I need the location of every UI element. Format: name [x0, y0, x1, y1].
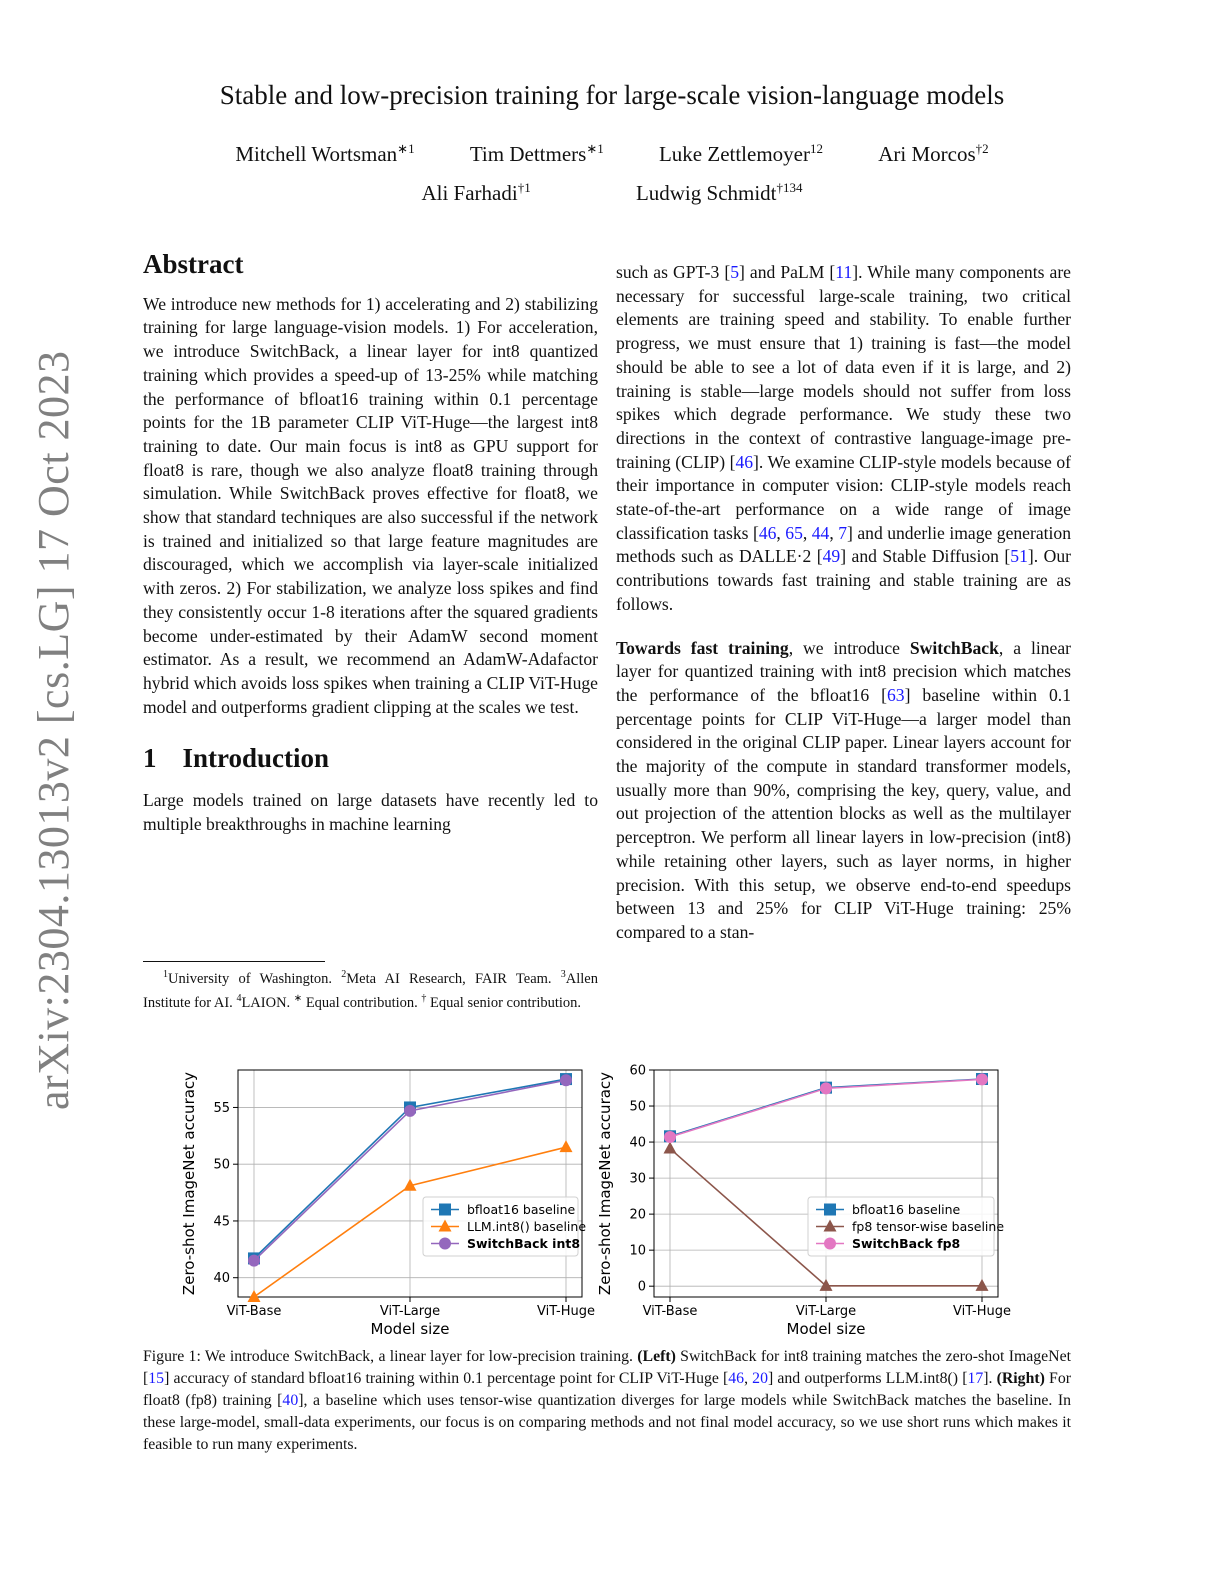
y-tick-label: 50 — [213, 1157, 230, 1173]
citation-link[interactable]: 63 — [886, 684, 905, 705]
author-row-2 — [0, 180, 1224, 206]
citation-link[interactable]: 65 — [785, 522, 803, 543]
chart-left — [180, 1070, 595, 1338]
data-point — [824, 1238, 836, 1250]
legend-label: SwitchBack int8 — [467, 1236, 581, 1251]
x-tick-label: ViT-Base — [642, 1304, 698, 1319]
right-column — [616, 261, 1071, 945]
chart-right — [596, 1064, 1011, 1339]
data-point — [248, 1290, 261, 1302]
citation-link[interactable]: 7 — [838, 522, 848, 543]
y-tick-label: 60 — [629, 1063, 646, 1079]
citation-link[interactable]: 46 — [728, 1369, 745, 1387]
data-point — [820, 1279, 833, 1291]
x-tick-label: ViT-Huge — [537, 1304, 595, 1319]
author: Mitchell Wortsman$^{∗1}$ — [235, 141, 415, 166]
abstract-heading: Abstract — [143, 249, 244, 279]
y-tick-label: 55 — [213, 1100, 230, 1116]
y-tick-label: 40 — [629, 1135, 646, 1151]
x-tick-label: ViT-Base — [226, 1304, 282, 1319]
citation-link[interactable]: 44 — [811, 522, 830, 543]
arxiv-stamp: arXiv:2304.13013v2 [cs.LG] 17 Oct 2023 — [29, 350, 78, 1110]
legend-label: bfloat16 baseline — [467, 1202, 576, 1217]
figure-caption: Figure 1: We introduce SwitchBack, a linear layer for low-precision training. (Left) SwitchBack for int8 training matches the zero-shot ImageNet [15] accuracy of standard bfloat16 training within 0.1 percentage point for CLIP ViT-Huge [46, 20] and outperforms LLM.int8() [17]. (Right) For float8 (fp8) training [40], a baseline which uses tensor-wise quantization diverges for large models while SwitchBack matches the baseline. In these large-model, small-data experiments, our focus is on comparing methods and not final model accuracy, so we use short runs which makes it feasible to run many experiments. — [143, 1348, 1072, 1453]
citation-link[interactable]: 11 — [835, 262, 853, 282]
x-tick-label: ViT-Large — [379, 1304, 441, 1319]
fast-training-paragraph: Towards fast training, we introduce SwitchBack, a linear layer for quantized training with int8 precision which matches the performance of the bfloat16 [63] baseline within 0.1 percentage points for CLIP ViT-Huge—a larger model than considered in the original CLIP paper. Linear layers account for the majority of the compute in standard transformer models, usually more than 90%, comprising the key, query, value, and out projection of the attention blocks as well as the multilayer perceptron. We perform all linear layers in low-precision (int8) while retaining other layers, such as layer norms, in higher precision. With this setup, we observe end-to-end speedups between 13 and 25% for CLIP ViT-Huge training: 25% compared to a stan- — [616, 637, 1072, 942]
y-tick-label: 0 — [637, 1279, 646, 1295]
intro-heading: 1 Introduction — [143, 743, 330, 774]
x-tick-label: ViT-Huge — [953, 1304, 1011, 1319]
y-tick-label: 40 — [213, 1271, 230, 1287]
data-point — [824, 1204, 836, 1216]
data-point — [404, 1105, 416, 1117]
author: Ali Farhadi$^{\dagger 1}$ — [421, 180, 531, 205]
footnote: $^1$University of Washington. $^2$Meta AI Research, FAIR Team. $^3$Allen Institute for AI. $^4$LAION. ∗ Equal contribution. † Equal senior contribution. — [143, 969, 598, 1012]
legend-label: LLM.int8() baseline — [467, 1219, 587, 1234]
figure-1 — [0, 1040, 1224, 1340]
data-point — [439, 1204, 451, 1216]
data-point — [560, 1074, 572, 1086]
legend-label: SwitchBack fp8 — [852, 1236, 961, 1251]
data-point — [248, 1255, 260, 1267]
citation-link[interactable]: 51 — [1010, 546, 1028, 567]
legend-label: fp8 tensor-wise baseline — [852, 1219, 1005, 1234]
data-point — [439, 1238, 451, 1250]
intro-paragraph-start: Large models trained on large datasets have recently led to multiple breakthroughs in machine learning — [143, 790, 598, 834]
citation-link[interactable]: 46 — [758, 522, 777, 543]
x-tick-label: ViT-Large — [795, 1304, 857, 1319]
author: Tim Dettmers$^{∗1}$ — [469, 141, 604, 166]
citation-link[interactable]: 15 — [148, 1369, 165, 1387]
y-tick-label: 20 — [629, 1207, 646, 1223]
data-point — [664, 1131, 676, 1143]
y-tick-label: 30 — [629, 1171, 646, 1187]
left-column — [143, 249, 598, 836]
author-row-1 — [0, 141, 1224, 167]
author: Luke Zettlemoyer$^{12}$ — [658, 141, 823, 166]
y-axis-label: Zero-shot ImageNet accuracy — [596, 1071, 614, 1296]
x-axis-label: Model size — [786, 1320, 866, 1338]
data-point — [976, 1279, 989, 1291]
y-tick-label: 45 — [213, 1214, 230, 1230]
citation-link[interactable]: 17 — [967, 1369, 984, 1387]
abstract-text: We introduce new methods for 1) accelerating and 2) stabilizing training for large language-vision models. 1) For acceleration, we introduce SwitchBack, a linear layer for int8 quantized training which provides a speed-up of 13-25% while matching the performance of bfloat16 training within 0.1 percentage points for the 1B parameter CLIP ViT-Huge—the largest int8 training to date. Our main focus is int8 as GPU support for float8 is rare, though we also analyze float8 training through simulation. While SwitchBack proves effective for float8, we show that standard techniques are also successful if the network is trained and initialized so that large feature magnitudes are discouraged, which we accomplish via layer-scale initialized with zeros. 2) For stabilization, we analyze loss spikes and find they consistently occur 1-8 iterations after the squared gradients become under-estimated by their AdamW second moment estimator. As a result, we recommend an AdamW-Adafactor hybrid which avoids loss spikes when training a CLIP ViT-Huge model and outperforms gradient clipping at the scales we test. — [143, 293, 598, 717]
citation-link[interactable]: 46 — [735, 451, 754, 472]
author: Ludwig Schmidt$^{\dagger 134}$ — [635, 180, 803, 205]
legend-label: bfloat16 baseline — [852, 1202, 961, 1217]
citation-link[interactable]: 49 — [822, 546, 841, 567]
y-tick-label: 50 — [629, 1099, 646, 1115]
intro-paragraph-continued: such as GPT-3 [5] and PaLM [11]. While many components are necessary for successful large-scale training, two critical elements are training speed and stability. To enable further progress, we must ensure that 1) training is fast—the model should be able to see a lot of data even if it is large, and 2) training is stable—large models should not suffer from loss spikes which degrade performance. We study these two directions in the context of contrastive language-image pre-training (CLIP) [46]. We examine CLIP-style models because of their importance in computer vision: CLIP-style models reach state-of-the-art performance on a wide range of image classification tasks [46, 65, 44, 7] and underlie image generation methods such as DALLE·2 [49] and Stable Diffusion [51]. Our contributions towards fast training and stable training are as follows. — [616, 262, 1072, 614]
data-point — [664, 1142, 677, 1154]
y-tick-label: 10 — [629, 1243, 646, 1259]
footnote-rule — [143, 961, 325, 962]
citation-link[interactable]: 40 — [282, 1391, 299, 1409]
author: Ari Morcos$^{\dagger 2}$ — [878, 141, 989, 166]
data-point — [976, 1073, 988, 1085]
x-axis-label: Model size — [370, 1320, 450, 1338]
paper-title: Stable and low-precision training for large-scale vision-language models — [219, 80, 1005, 110]
data-point — [560, 1140, 573, 1152]
y-axis-label: Zero-shot ImageNet accuracy — [180, 1071, 198, 1296]
citation-link[interactable]: 20 — [752, 1369, 768, 1387]
citation-link[interactable]: 5 — [730, 262, 740, 282]
data-point — [820, 1082, 832, 1094]
